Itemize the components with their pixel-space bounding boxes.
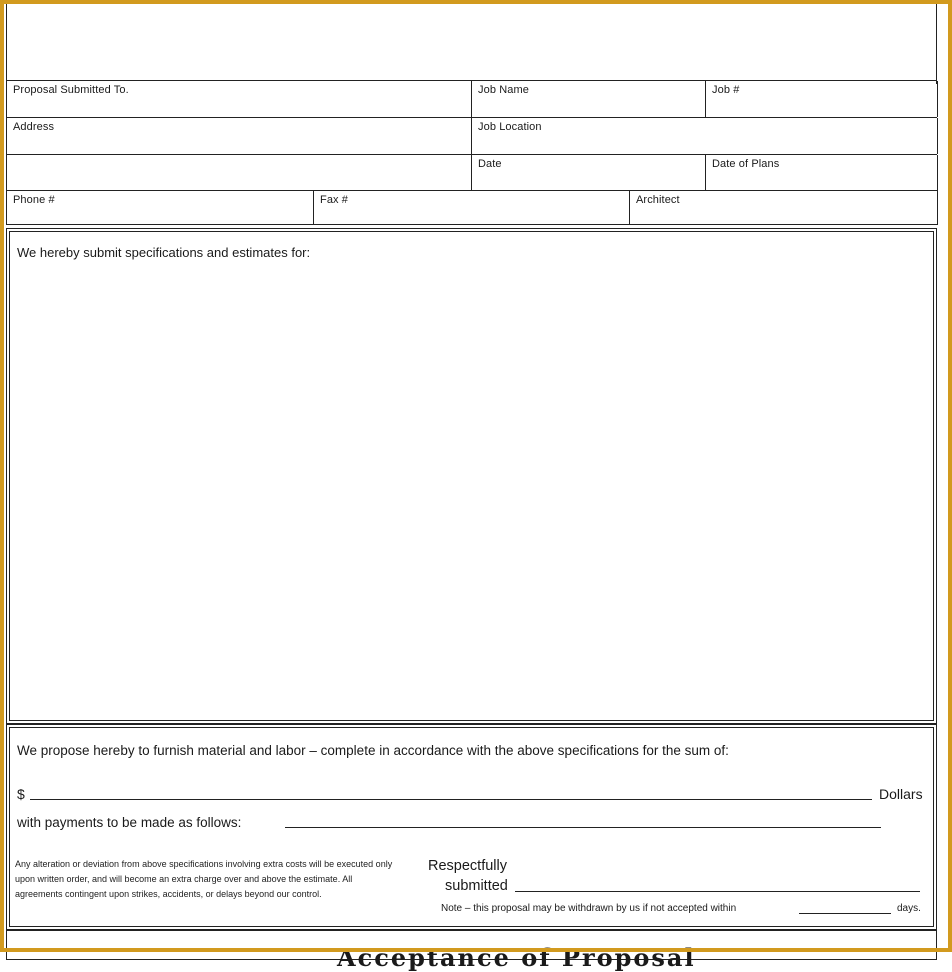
header-row-3 (6, 155, 938, 191)
phone-field[interactable] (7, 191, 314, 225)
job-number-label: Job # (712, 84, 740, 96)
address-field[interactable] (7, 118, 472, 154)
job-location-field[interactable] (472, 118, 936, 154)
currency-symbol: $ (17, 786, 25, 802)
form-right-edge (936, 4, 937, 84)
specifications-panel[interactable] (6, 228, 937, 724)
phone-label: Phone # (13, 194, 55, 206)
job-location-label: Job Location (478, 121, 542, 133)
job-name-field[interactable] (472, 81, 706, 117)
days-line[interactable] (799, 913, 891, 914)
dollars-label: Dollars (879, 786, 923, 802)
header-rule (6, 224, 937, 225)
acceptance-panel (6, 930, 937, 972)
fax-label: Fax # (320, 194, 349, 206)
proposal-form (4, 4, 948, 972)
acceptance-title: Acceptance of Proposal (337, 943, 696, 972)
form-left-edge (6, 4, 7, 84)
header-row-4 (6, 191, 938, 225)
architect-label: Architect (636, 194, 680, 206)
proposal-panel (6, 724, 937, 930)
sum-amount-line[interactable] (30, 799, 872, 800)
respectfully-label: Respectfully (428, 858, 507, 874)
proposal-submitted-to-field[interactable] (7, 81, 472, 117)
header-row-1 (6, 81, 938, 117)
signature-line[interactable] (515, 891, 920, 892)
address-label: Address (13, 121, 55, 133)
fax-field[interactable] (314, 191, 630, 225)
date-label: Date (478, 158, 502, 170)
job-number-field[interactable] (706, 81, 936, 117)
payments-label: with payments to be made as follows: (17, 815, 242, 830)
terms-text: Any alteration or deviation from above specifications involving extra costs will be executed only upon written order, and will become an extra charge over and above the estimate. All agreements contingent upon strikes, accidents, or delays beyond our control. (15, 859, 393, 899)
withdrawal-note: Note – this proposal may be withdrawn by us if not accepted within (441, 903, 737, 914)
acceptance-title-clip (337, 941, 696, 972)
architect-field[interactable] (630, 191, 936, 225)
job-name-label: Job Name (478, 84, 529, 96)
date-field[interactable] (472, 155, 706, 191)
address-line-2-field[interactable] (7, 155, 472, 191)
payments-terms-line[interactable] (285, 827, 881, 828)
proposal-statement: We propose hereby to furnish material and labor – complete in accordance with the above specifications for the sum of: (17, 743, 729, 758)
days-label: days. (897, 903, 921, 914)
proposal-submitted-to-label: Proposal Submitted To. (13, 84, 129, 96)
specifications-heading: We hereby submit specifications and estimates for: (17, 245, 311, 260)
submitted-label: submitted (445, 878, 508, 894)
header-row-2 (6, 118, 938, 154)
date-of-plans-label: Date of Plans (712, 158, 780, 170)
date-of-plans-field[interactable] (706, 155, 936, 191)
